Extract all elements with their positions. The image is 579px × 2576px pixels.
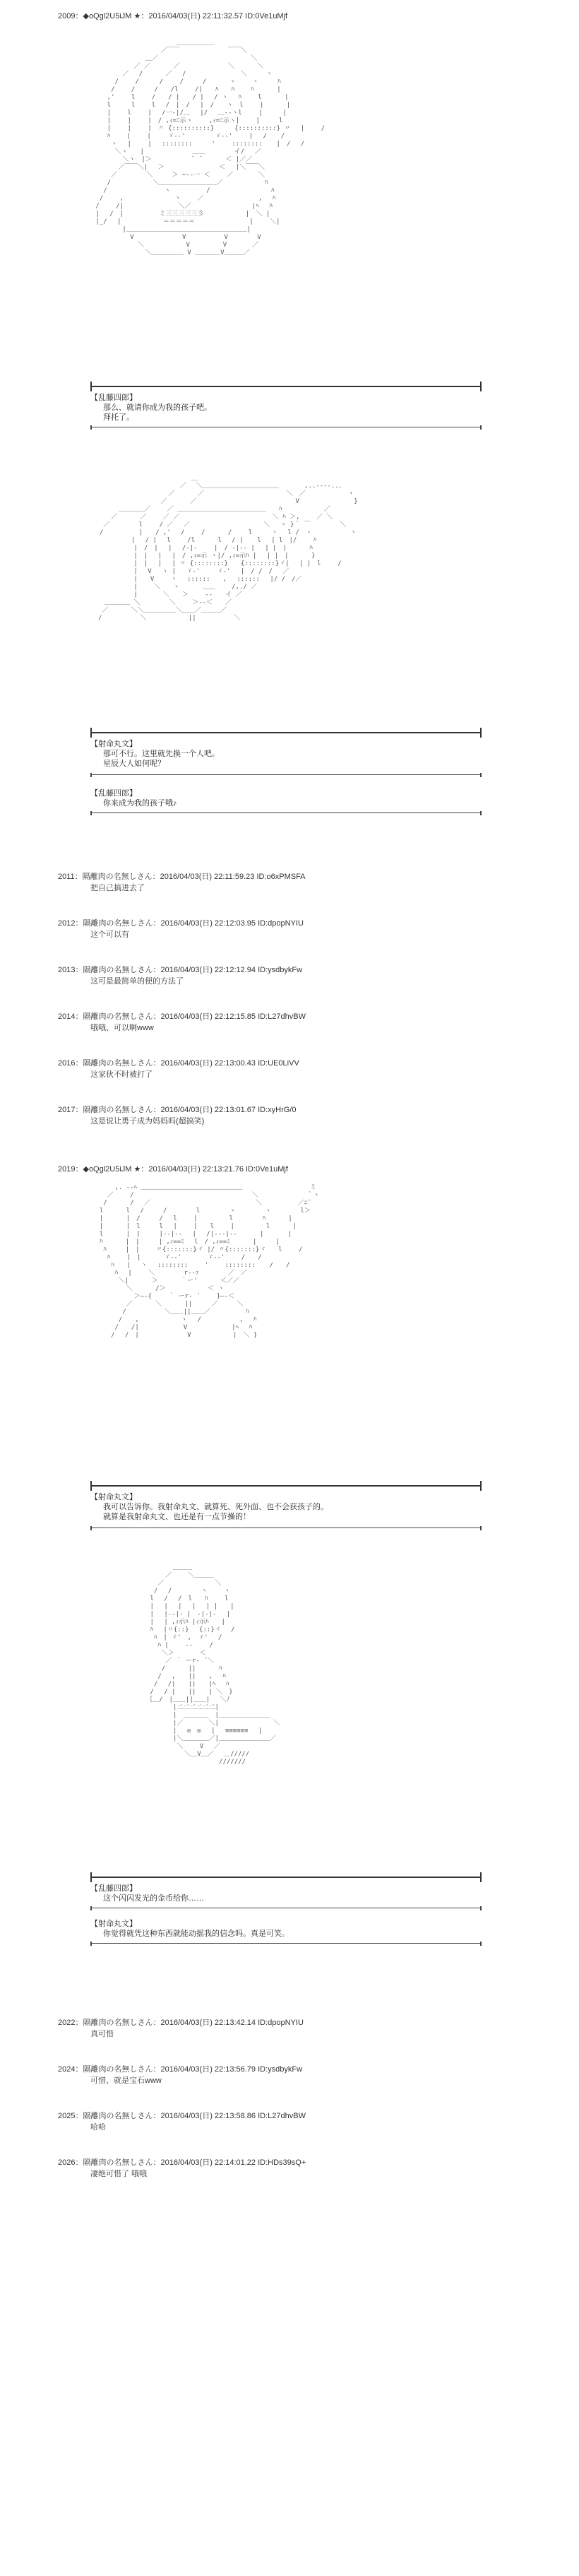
poster-name: 隔離肉の名無しさん [83, 2158, 153, 2167]
dialog-line: 你来成为我的孩子哦♪ [103, 799, 177, 808]
post-number: 2012： [58, 919, 83, 928]
post-body: 哦哦、可以啊www [90, 1024, 154, 1032]
post-number: 2009： [58, 12, 83, 20]
poster-name: 隔離肉の名無しさん [83, 2112, 153, 2120]
post-date: ：2016/04/03(日) 22:11:59.23 ID:o6xPMSFA [152, 873, 306, 881]
speaker-name: 【乱藤四郎】 [90, 394, 137, 402]
dialog-line: 那么、就请你成为我的孩子吧。 [103, 403, 212, 412]
post-number: 2016： [58, 1059, 83, 1068]
post-header [58, 2110, 306, 2121]
post-number: 2013： [58, 966, 83, 974]
dialog-2 [90, 739, 220, 769]
post-header [58, 917, 304, 928]
speaker-name: 【乱藤四郎】 [90, 789, 137, 798]
post-date: ：2016/04/03(日) 22:13:01.67 ID:xyHrG/0 [153, 1106, 297, 1114]
dialog-line: 你觉得就凭这种东西就能动摇我的信念吗。真是可笑。 [103, 1930, 290, 1938]
dialog-line: 就算是我射命丸文、也还是有一点节操的！ [103, 1513, 251, 1521]
post-date: ：2016/04/03(日) 22:12:12.94 ID:ysdbykFw [153, 966, 303, 974]
poster-name: 隔離肉の名無しさん [83, 2065, 153, 2074]
post-date: ：2016/04/03(日) 22:13:58.86 ID:L27dhvBW [153, 2112, 306, 2120]
post-body: 这可是最简单的便的方法了 [90, 977, 184, 986]
post-body: 这是说让勇子成为妈妈吗(超搞笑) [90, 1117, 205, 1125]
ascii-art-3: ,. -‐ﾍ ＿＿＿＿＿＿＿＿＿＿＿＿＿＿＿＿ ミ ／ / ＼ ｀ヽ / / ／ ＼ ／ﾆ¨ l l / / l ヽ ヽ l＞ | | / / l | l ﾊ | | | l l | | l | l | l | | |-‐|‐- | /|‐‐‐|‐- | | ﾊ | | | ,ｨ==ﾐ l / ,ｨ==ﾐ | | ﾊ | | 〃{:::::::}ヾ |/ 〃{:::::::}ヾ l / ﾊ | | ゞ-‐' ゞ-‐' / / ﾊ | ヽ :::::::: ' :::::::: / / ﾊ | ＼ r‐‐ｧ ／ ／ ＼| ＞ ｀ー' ＜／／ ＼ /＞ ＜ ヽ ＞―‐{ ｀ ーr‐ ´ }―‐＜ ／ ＼ || ／ ＼ / ＼＿＿||＿＿／ ﾊ / , ヽ / , ﾊ / /| V |ﾍ ﾊ / / | V | ＼ } [99, 1184, 320, 1339]
post-number: 2022： [58, 2019, 83, 2027]
post-number: 2011： [58, 873, 83, 881]
post-number: 2014： [58, 1012, 83, 1021]
poster-name: 隔離肉の名無しさん [83, 2019, 153, 2027]
post-body: 凄绝可惜了 哦哦 [90, 2170, 148, 2178]
post-header [58, 10, 287, 21]
ascii-art-1: ＿＿＿＿＿＿ ／￣￣ ￣￣＼ ＿／ ＼ ／ ／ ／ ＼ ＼ ／ / ／ / ＼ ヽ / / / / / ヽ ヽ ﾊ / / / /l /| ﾊ ﾊ ﾊ | ,' l / / | / | / ヽ ﾊ l | l l l / | / | / ヽ l | | | l | /一-|/＿ |/ ＿-‐ヽl | | | | | / ,ｨ=ﾆ示ヽ ,ｨ=ﾆ示ヽ| | l | | | 〃 {::::::::::} {::::::::::} 〃 | / ﾊ | | ゞ-‐' ゞ-‐' | / / ヽ | | :::::::: ' :::::::: | / / ＼ヽ | ＿＿ イ/ ／ ＼ヽ |＞ ` ´ ＜ |／／ ／￣￣＼| ＞ ＜ |＼￣￣＼ ／ ＼ ＞ ─‐‐一 ＜ ／ ＼ / ＼＿＿＿＿＿＿＿＿＿／ ﾊ / ヽ / ﾊ / , ヽ ／ , ﾊ / /| ＼／ |ﾍ ﾊ | / | ミ三三三三三彡 | ＼ | |_/ | ＝＝＝＝＝ | ＼| |＿＿＿＿＿＿＿＿＿＿＿＿＿＿＿＿＿＿＿| V V V V ＼ V V ／ ＼＿＿＿＿＿ V ＿＿＿＿V＿＿＿／ [95, 40, 326, 256]
dialog-line: 那可不行。这里就先换一个人吧。 [103, 750, 220, 758]
poster-name: 隔離肉の名無しさん [83, 919, 153, 928]
post-date: ：2016/04/03(日) 22:14:01.22 ID:HDs39sQ+ [153, 2158, 306, 2167]
poster-name: ◆oQgl2U5iJM ★ [83, 12, 141, 20]
post-body: 把自己搞进去了 [90, 884, 145, 892]
post-number: 2019： [58, 1165, 83, 1174]
post-header [58, 964, 302, 975]
dialog-line: 我可以告诉你。我射命丸文、就算死、死外面、也不会获孩子的。 [103, 1503, 328, 1511]
post-body: 可惜、就是宝石www [90, 2076, 162, 2085]
dialog-line: 这个闪闪发光的金币给你…… [103, 1894, 204, 1903]
post-date: ：2016/04/03(日) 22:13:56.79 ID:ysdbykFw [153, 2065, 303, 2074]
post-header [58, 2063, 302, 2074]
post-date: ：2016/04/03(日) 22:13:21.76 ID:0Ve1uMjf [141, 1165, 288, 1174]
ascii-art-2: ＿ ／ ＼＿＿＿＿＿＿＿＿＿＿＿＿ ,..-‐‐-..、 ／ ／ ＼ ／ ヽ ／ ／ V } ＿＿＿＿／ ／ ＿＿＿＿＿＿＿＿＿＿＿＿＿＿ ﾊ ／ ／ ／ ／ ／ ＼ ﾊ ＞, ／ ＼ ／ l / ／ ／ ＼ ヽ }｀ ￣ ＼ / | / ,' / / / l ヽ l / ヽ ヽ | / | l /l l / | l | l |/ ﾊ | / | | /-|- | / -|-‐ | | | | ﾊ | | | | / ,ｨ=示 ヽ|/ ,ｨ=示ﾊ | | | | } | | | | 〃 {::::::::} {::::::::}ヾ| | | l / | V ヽ | ゞ‐' ゞ‐' | / / / ／ | V ヽ :::::: , :::::: |/ / /／ | ＼ ヽ ＿＿ /,./ ／ | ＼ ＞ ‐‐ イ ／ ＿＿＿＿ ＼ ＼ ＞‐‐＜ ／ ／ ＼＼＿＿＿＿＿＼＿＿／＿＿＿／ / ＼ || ＼ [98, 475, 358, 622]
dialog-bottom-rule [90, 1943, 482, 1944]
dialog-line: 拜托了。 [103, 413, 134, 422]
post-number: 2026： [58, 2158, 83, 2167]
post-body: 真可惜 [90, 2030, 114, 2038]
dialog-top-rule [90, 386, 482, 387]
post-number: 2024： [58, 2065, 83, 2074]
dialog-top-rule [90, 1485, 482, 1487]
post-body: 这个可以有 [90, 930, 129, 939]
post-header [58, 1104, 296, 1115]
dialog-top-rule [90, 732, 482, 733]
post-header [58, 870, 306, 882]
poster-name: 隔離肉の名無しさん [83, 1106, 153, 1114]
post-header [58, 1057, 299, 1068]
poster-name: 隔離肉の名無しさん [83, 966, 153, 974]
dialog-top-rule [90, 1877, 482, 1878]
speaker-name: 【乱藤四郎】 [90, 1884, 137, 1893]
post-body: 这家伙不时被打了 [90, 1070, 153, 1079]
post-number: 2017： [58, 1106, 83, 1114]
post-header [58, 1163, 288, 1174]
dialog-bottom-rule [90, 774, 482, 775]
post-header [58, 2156, 306, 2168]
poster-name: 隔離肉の名無しさん [82, 873, 153, 881]
post-header [58, 1010, 306, 1022]
post-date: ：2016/04/03(日) 22:13:00.43 ID:UE0LiVV [153, 1059, 299, 1068]
post-date: ：2016/04/03(日) 22:11:32.57 ID:0Ve1uMjf [141, 12, 288, 20]
dialog-1 [90, 393, 212, 423]
post-date: ：2016/04/03(日) 22:12:15.85 ID:L27dhvBW [153, 1012, 306, 1021]
poster-name: 隔離肉の名無しさん [83, 1059, 153, 1068]
speaker-name: 【射命丸文】 [90, 1493, 137, 1501]
poster-name: 隔離肉の名無しさん [83, 1012, 153, 1021]
speaker-name: 【射命丸文】 [90, 1920, 137, 1928]
dialog-4 [90, 1492, 328, 1522]
dialog-line: 星辰大人如何呢？ [103, 760, 165, 768]
post-date: ：2016/04/03(日) 22:12:03.95 ID:dpopNYIU [153, 919, 304, 928]
dialog-6 [90, 1919, 290, 1939]
post-date: ：2016/04/03(日) 22:13:42.14 ID:dpopNYIU [153, 2019, 304, 2027]
poster-name: ◆oQgl2U5iJM ★ [83, 1165, 141, 1174]
post-number: 2025： [58, 2112, 83, 2120]
dialog-3 [90, 788, 177, 808]
post-header [58, 2016, 304, 2028]
post-body: 哈哈 [90, 2123, 106, 2132]
dialog-5 [90, 1884, 204, 1903]
ascii-art-4: ＿＿＿ ／ ＼＿＿＿ ／ ＼ / / ヽ ヽ l / / l ﾊ l | | | | | | | | |‐-|‐ | -|‐|‐ | | | ,ｨ示ﾊ |ｨ示ﾊ | ﾊ |〃{::} {::}ヾ / ﾊ | ゞ' , ゞ' / ﾊ | ‐‐ / ＼＞ ＜ ／ ｀ ーr‐ ´＼ / || ﾊ / , || , ﾊ / /| || |ﾍ ﾊ / / | || | ＼ } ｛＿/ |＿＿||＿＿| ＼ﾉ |二二二二二二| | ＿＿＿＿ |＿＿＿＿＿＿＿＿ |／ ＼| ＼ | ◎ ◎ | ≡≡≡≡≡≡ | |＼＿＿＿＿／|＿＿＿＿＿＿＿＿／ ＼ V ／ ＼＿V＿／ ＿///// /////// [146, 1564, 280, 1766]
speaker-name: 【射命丸文】 [90, 740, 137, 748]
